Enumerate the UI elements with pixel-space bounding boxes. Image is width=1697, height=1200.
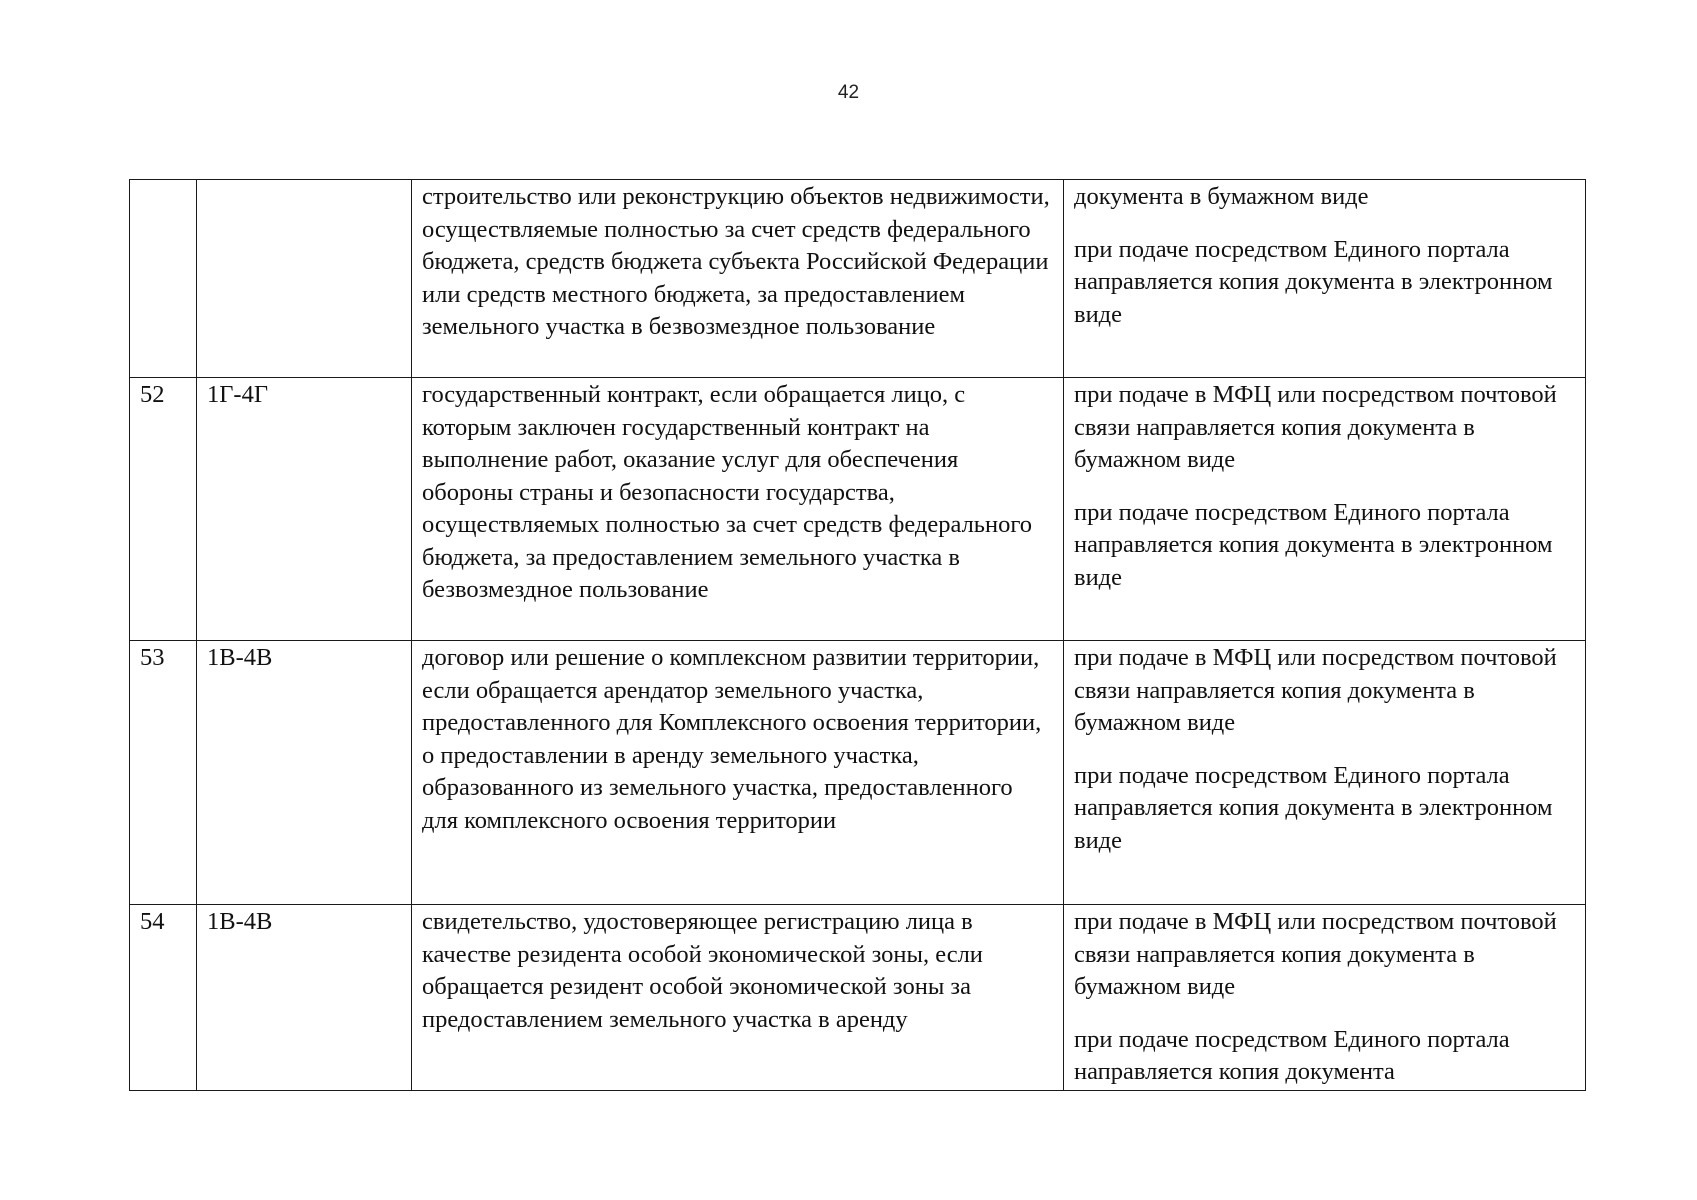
- row-description: свидетельство, удостоверяющее регистрацию лица в качестве резидента особой экономической зоны, если обращается резидент особой экономической зоны за предоставлением земельного участка в аренду: [412, 905, 1064, 1091]
- row-code: [197, 180, 412, 378]
- row-code: 1Г-4Г: [197, 378, 412, 641]
- documents-table: [129, 179, 1586, 1091]
- submission-portal: при подаче посредством Единого портала направляется копия документа в электронном виде: [1074, 235, 1553, 328]
- submission-clip: [1074, 906, 1575, 1088]
- row-description: договор или решение о комплексном развитии территории, если обращается арендатор земельного участка, предоставленного для Комплексного освоения территории, о предоставлении в аренду земельного участка, образованного из земельного участка, предоставленного для комплексного освоения территории: [412, 641, 1064, 905]
- row-submission: [1064, 378, 1586, 641]
- submission-paper: при подаче в МФЦ или посредством почтовой связи направляется копия документа в бумажном виде: [1074, 381, 1557, 473]
- submission-paper: при подаче в МФЦ или посредством почтовой связи направляется копия документа в бумажном виде: [1074, 908, 1557, 1000]
- table-row: [130, 378, 1586, 641]
- row-submission: [1064, 641, 1586, 905]
- row-number: [130, 180, 197, 378]
- row-number: 52: [130, 378, 197, 641]
- table-row: [130, 641, 1586, 905]
- submission-portal: при подаче посредством Единого портала направляется копия документа в электронном виде: [1074, 498, 1553, 591]
- row-code: 1В-4В: [197, 905, 412, 1091]
- table-row: [130, 180, 1586, 378]
- submission-portal: при подаче посредством Единого портала направляется копия документа в электронном виде: [1074, 761, 1553, 854]
- submission-paper: документа в бумажном виде: [1074, 183, 1369, 210]
- row-number: 53: [130, 641, 197, 905]
- page-number: 42: [837, 82, 860, 103]
- row-number: 54: [130, 905, 197, 1091]
- row-description: строительство или реконструкцию объектов недвижимости, осуществляемые полностью за счет средств федерального бюджета, средств бюджета субъекта Российской Федерации или средств местного бюджета, за предоставлением земельного участка в безвозмездное пользование: [412, 180, 1064, 378]
- submission-paper: при подаче в МФЦ или посредством почтовой связи направляется копия документа в бумажном виде: [1074, 644, 1557, 736]
- submission-portal: при подаче посредством Единого портала направляется копия документа: [1074, 1025, 1510, 1085]
- row-submission: [1064, 180, 1586, 378]
- row-code: 1В-4В: [197, 641, 412, 905]
- table-row: [130, 905, 1586, 1091]
- row-submission: [1064, 905, 1586, 1091]
- row-description: государственный контракт, если обращается лицо, с которым заключен государственный контракт на выполнение работ, оказание услуг для обеспечения обороны страны и безопасности государства, осуществляемых полностью за счет средств федерального бюджета, за предоставлением земельного участка в безвозмездное пользование: [412, 378, 1064, 641]
